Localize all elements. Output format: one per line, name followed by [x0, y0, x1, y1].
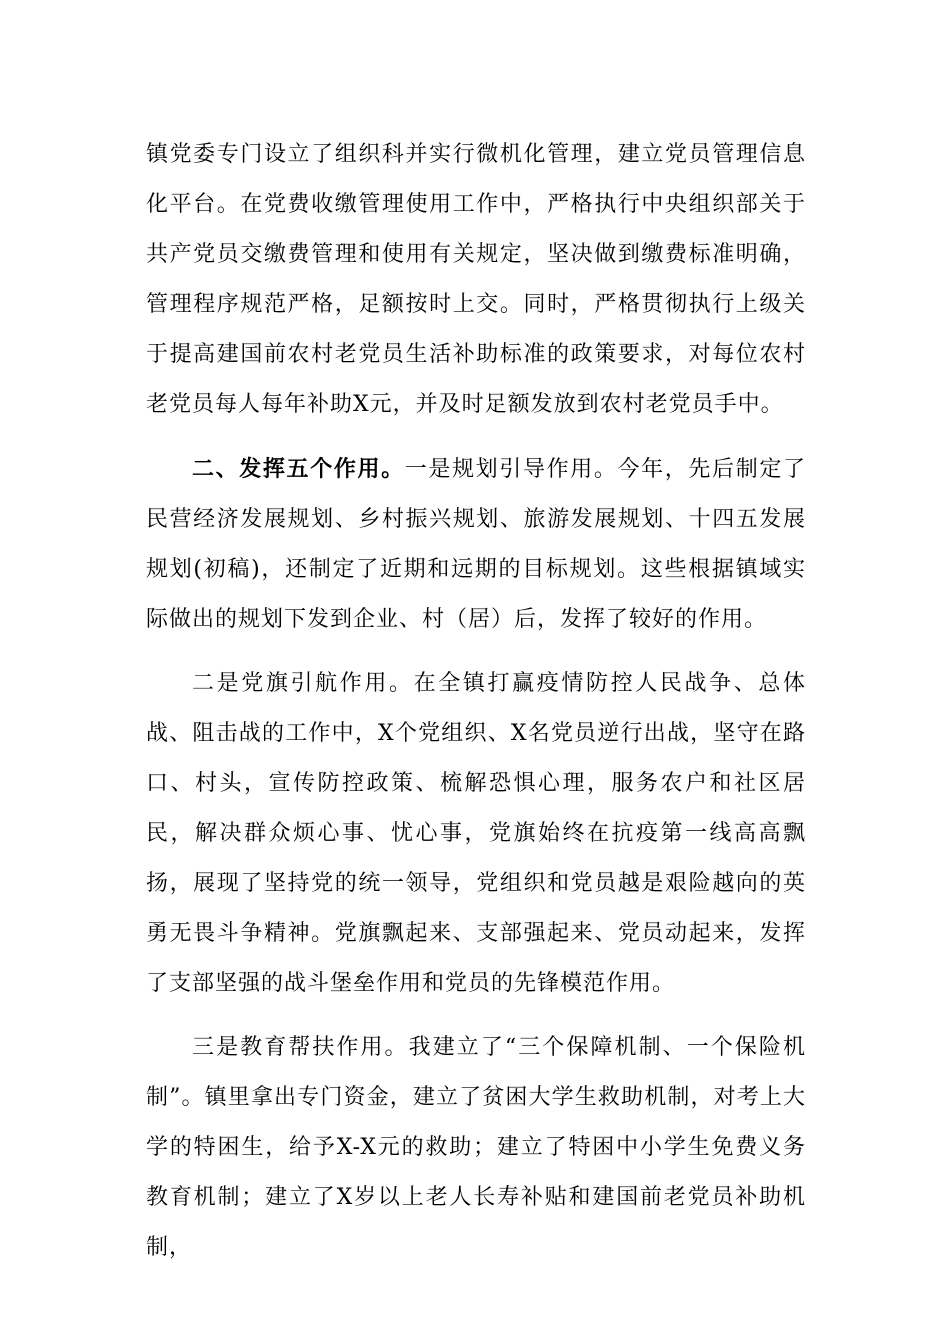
paragraph-text: 三是教育帮扶作用。我建立了“三个保障机制、一个保险机制”。镇里拿出专门资金，建立了贫困大学生救助机制，对考上大学的特困生，给予X-X元的救助；建立了特困中小学生免费义务教育机制；建立了X岁以上老人长寿补贴和建国前老党员补助机制，: [146, 1035, 806, 1260]
document-body: [146, 130, 806, 1287]
paragraph-party-management: [146, 130, 806, 430]
paragraph-text: 二是党旗引航作用。在全镇打赢疫情防控人民战争、总体战、阻击战的工作中，X个党组织、X名党员逆行出战，坚守在路口、村头，宣传防控政策、梳解恐惧心理，服务农户和社区居民，解决群众烦心事、忧心事，党旗始终在抗疫第一线高高飘扬，展现了坚持党的统一领导，党组织和党员越是艰险越向的英勇无畏斗争精神。党旗飘起来、支部强起来、党员动起来，发挥了支部坚强的战斗堡垒作用和党员的先锋模范作用。: [146, 671, 806, 996]
paragraph-education-aid: [146, 1023, 806, 1273]
paragraph-five-roles: [146, 444, 806, 645]
paragraph-text: 镇党委专门设立了组织科并实行微机化管理，建立党员管理信息化平台。在党费收缴管理使用工作中，严格执行中央组织部关于共产党员交缴费管理和使用有关规定，坚决做到缴费标准明确，管理程序规范严格，足额按时上交。同时，严格贯彻执行上级关于提高建国前农村老党员生活补助标准的政策要求，对每位农村老党员每人每年补助X元，并及时足额发放到农村老党员手中。: [146, 142, 806, 417]
paragraph-text: 一是规划引导作用。今年，先后制定了民营经济发展规划、乡村振兴规划、旅游发展规划、十四五发展规划(初稿)，还制定了近期和远期的目标规划。这些根据镇域实际做出的规划下发到企业、村（居）后，发挥了较好的作用。: [146, 457, 806, 632]
paragraph-party-flag: [146, 659, 806, 1009]
section-heading: 二、发挥五个作用。: [192, 456, 405, 482]
